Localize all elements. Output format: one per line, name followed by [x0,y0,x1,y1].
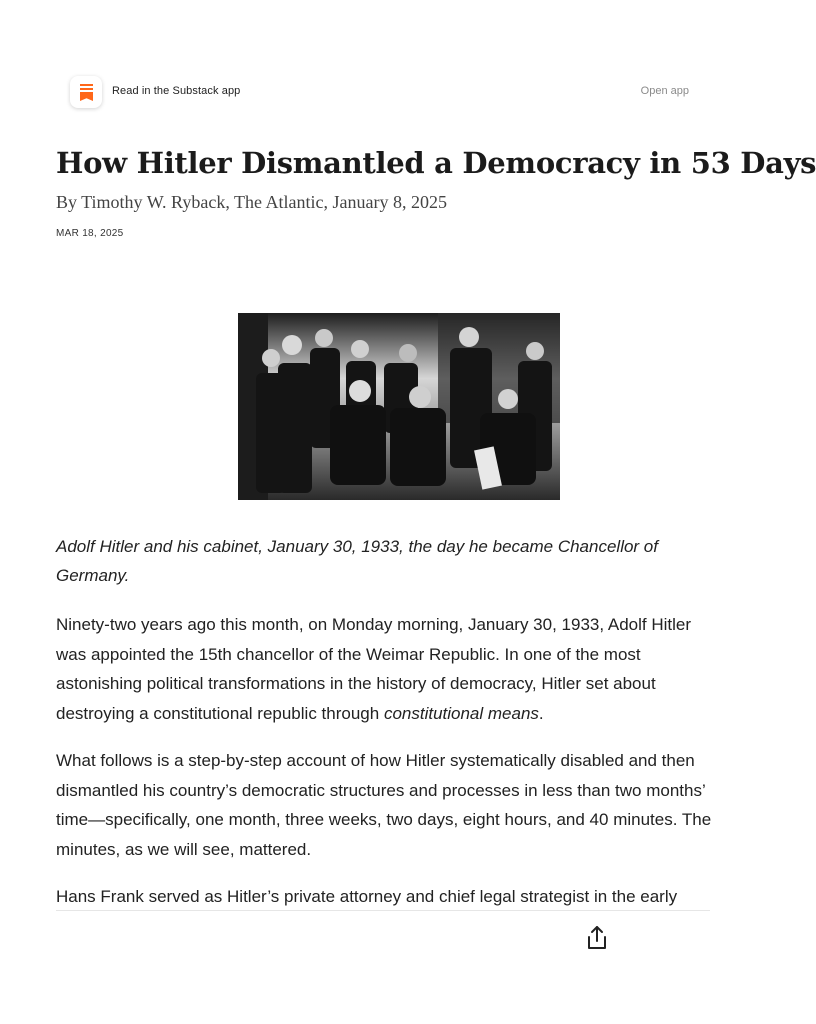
emphasis-text: constitutional means [383,703,539,723]
text-line: minutes, as we will see, mattered. [56,839,312,859]
substack-app-banner [70,76,710,110]
article-header [56,140,816,239]
text-line: was appointed the 15th chancellor of the Weimar Republic. In one of the most [56,644,641,664]
text-line: dismantled his country’s democratic structures and processes in less than two months’ [56,780,706,800]
text-segment: . [538,703,544,723]
share-icon [585,925,609,951]
article-body [56,610,710,911]
article-title: How Hitler Dismantled a Democracy in 53 Days [56,146,816,180]
open-app-button[interactable]: Open app [640,85,689,97]
substack-logo-icon[interactable] [70,76,102,108]
share-button[interactable] [585,925,609,951]
paragraph-3 [56,882,710,912]
text-line: Hans Frank served as Hitler’s private attorney and chief legal strategist in the early [56,887,678,906]
text-line [56,699,710,729]
photo-caption: Adolf Hitler and his cabinet, January 30, 1933, the day he became Chancellor of Germany. [56,537,658,585]
article-byline: By Timothy W. Ryback, The Atlantic, January 8, 2025 [56,192,447,212]
text-line: What follows is a step-by-step account of how Hitler systematically disabled and then [56,751,695,770]
text-line: time—specifically, one month, three weeks, two days, eight hours, and 40 minutes. The [56,810,712,829]
text-line: astonishing political transformations in the history of democracy, Hitler set about [56,674,656,693]
post-date: MAR 18, 2025 [56,228,124,239]
text-line: Ninety-two years ago this month, on Monday morning, January 30, 1933, Adolf Hitler [56,615,692,634]
banner-text: Read in the Substack app [112,85,241,97]
paragraph-2 [56,746,710,864]
paragraph-1 [56,610,710,728]
article-photo[interactable] [238,313,560,500]
text-segment: destroying a constitutional republic through [56,703,384,723]
